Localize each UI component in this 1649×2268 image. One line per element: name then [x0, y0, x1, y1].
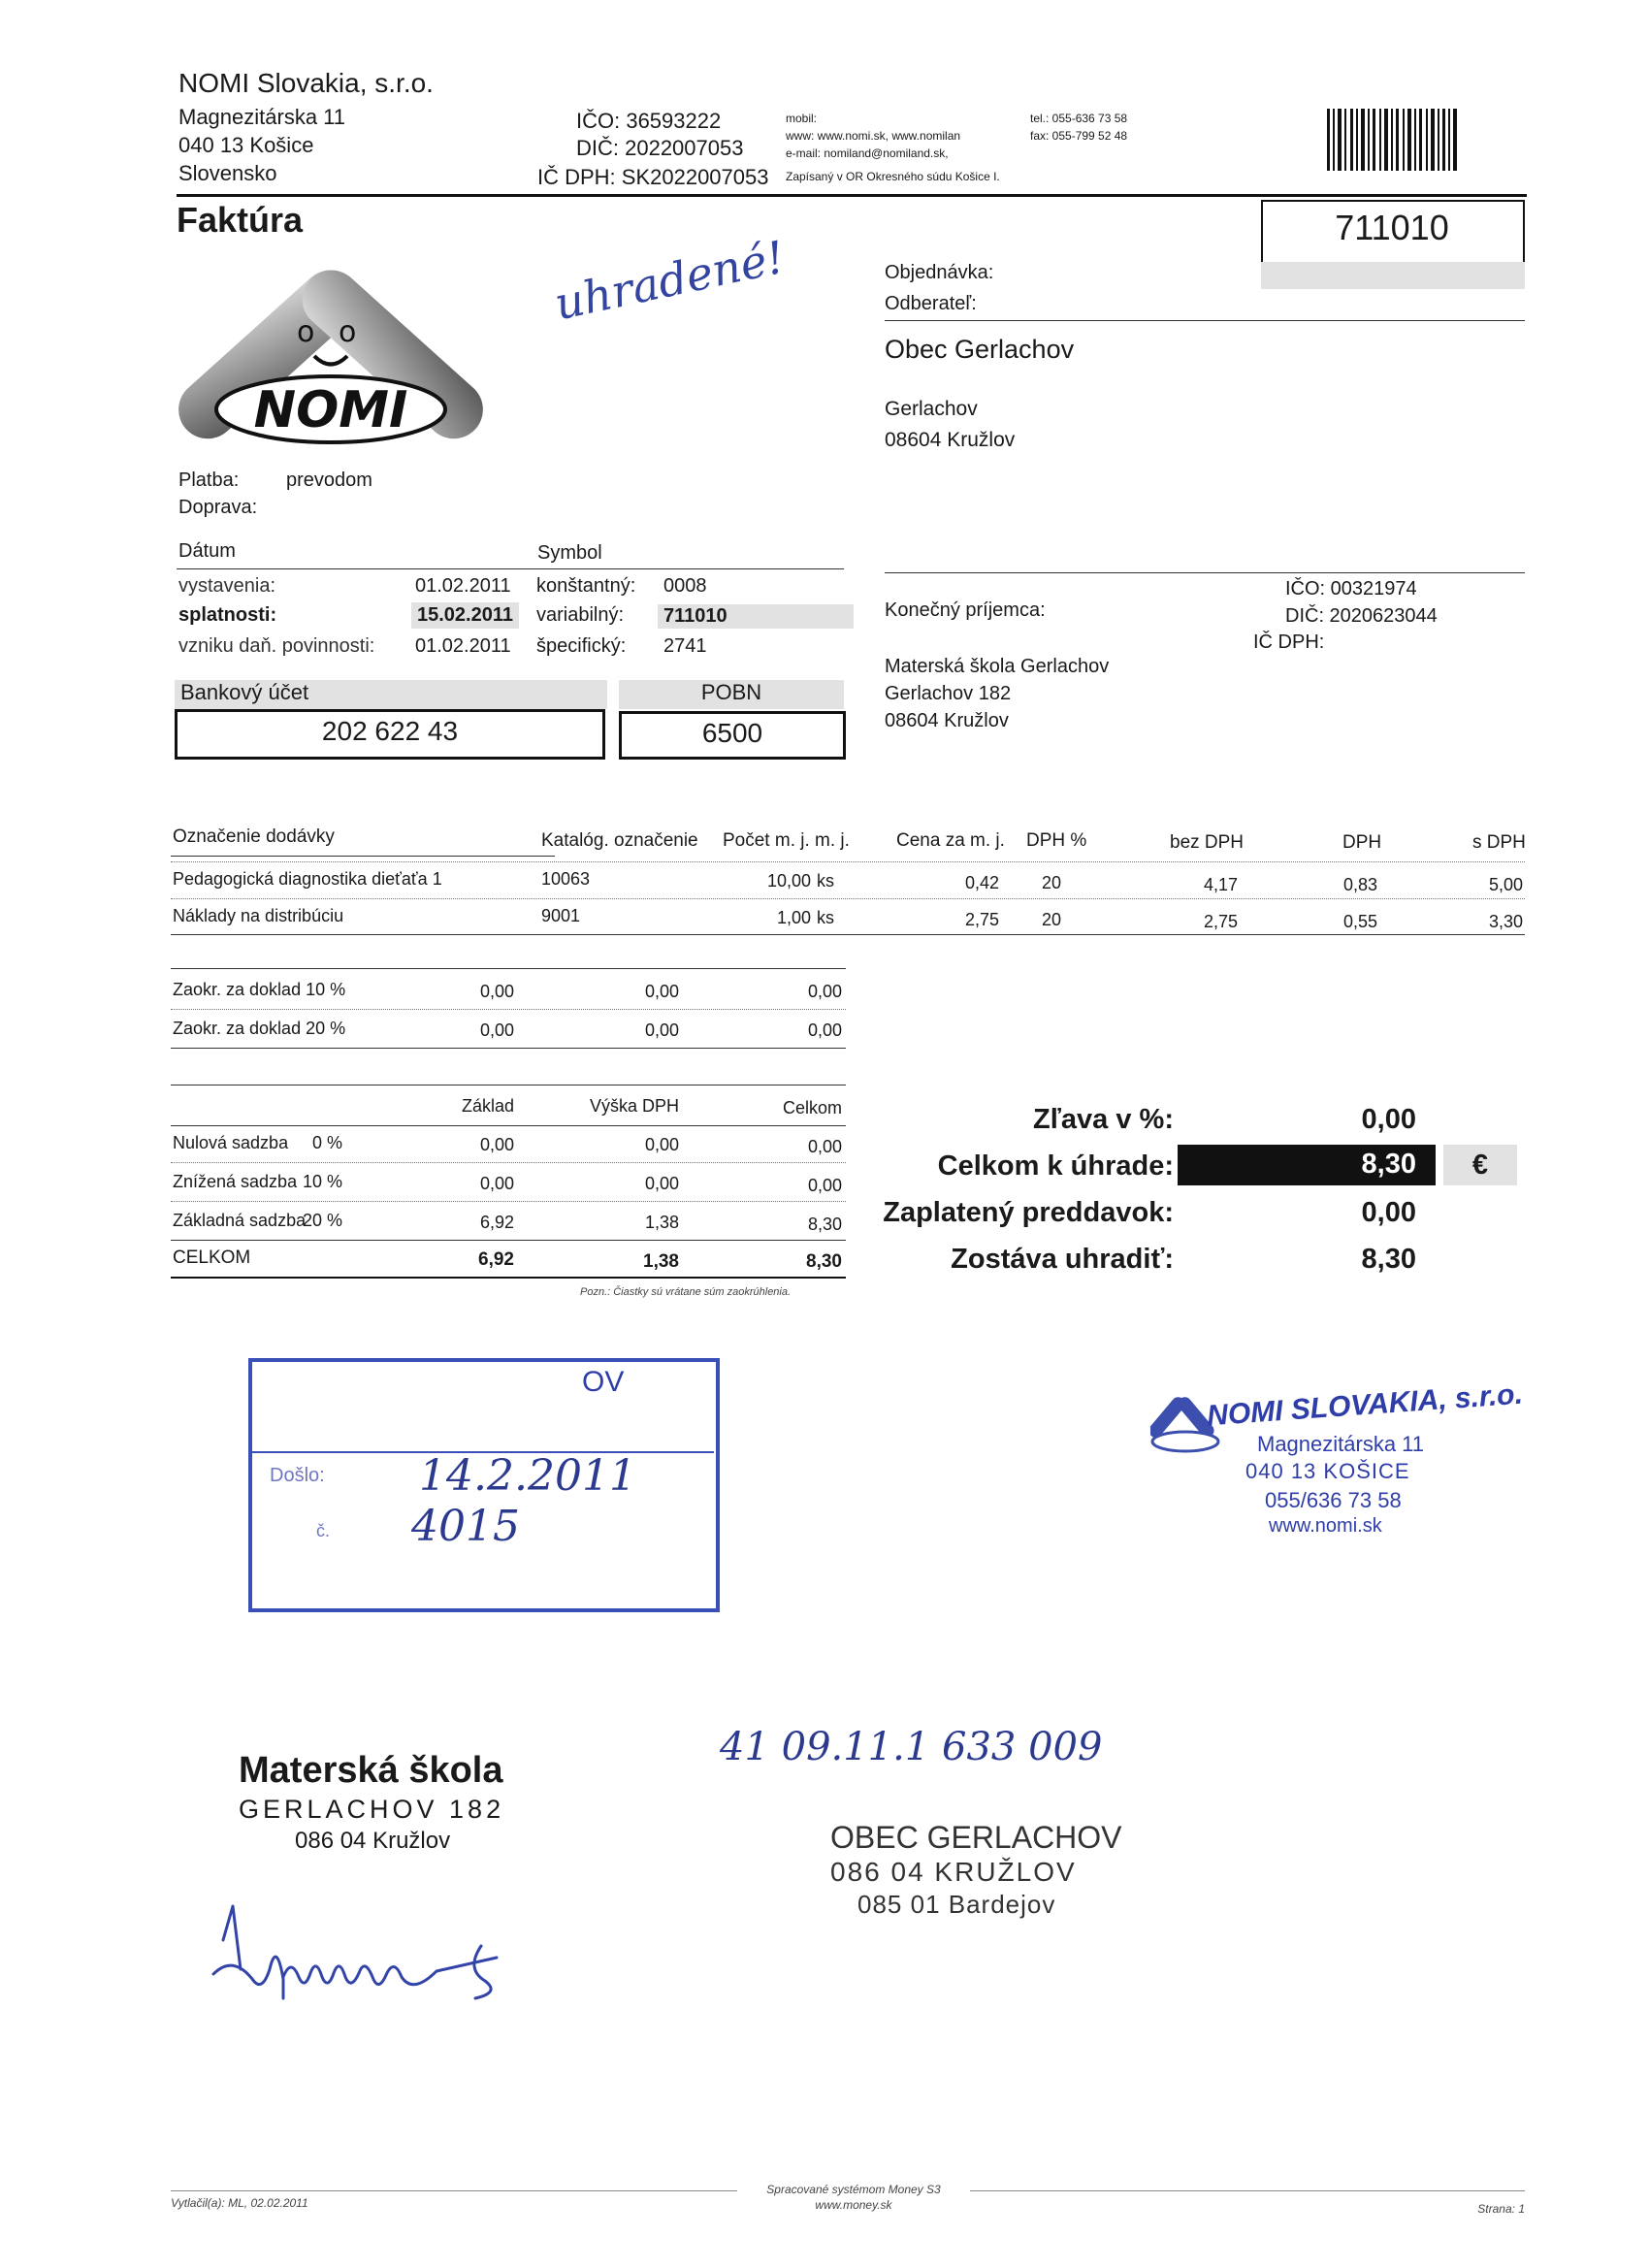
currency: € — [1443, 1145, 1517, 1185]
remaining-value: 8,30 — [1361, 1244, 1416, 1275]
supplier-register: Zapísaný v OR Okresného súdu Košice I. — [786, 170, 1000, 183]
bank-account: 202 622 43 — [321, 716, 459, 746]
item-1-unit: ks — [817, 871, 834, 891]
item-1-vat: 0,83 — [1342, 875, 1377, 894]
received-stamp-top: OV — [582, 1366, 625, 1398]
items-col-name: Označenie dodávky — [173, 826, 335, 847]
logo-text: NOMI — [253, 381, 408, 439]
school-stamp-line1: Materská škola — [239, 1750, 503, 1791]
bank-code-label: POBN — [619, 680, 844, 709]
item-2-unit: ks — [817, 908, 834, 927]
odberatel-label: Odberateľ: — [885, 293, 977, 314]
items-col-gross: s DPH — [1472, 832, 1526, 853]
rounding-1-c: 0,00 — [807, 982, 842, 1001]
date-value-issue: 01.02.2011 — [415, 575, 511, 597]
item-2-gross: 3,30 — [1488, 912, 1523, 931]
nomi-stamp-web: www.nomi.sk — [1269, 1515, 1382, 1537]
rounding-bottom-rule — [171, 1048, 846, 1049]
vat-header-rule — [171, 1125, 846, 1126]
symbols-header: Symbol — [537, 542, 602, 564]
items-col-qty: Počet m. j. m. j. — [723, 830, 850, 851]
topay-value: 8,30 — [1361, 1149, 1416, 1180]
vat-row-1-label: Nulová sadzba — [173, 1133, 289, 1152]
rounding-1-label: Zaokr. za doklad 10 % — [173, 980, 346, 999]
objednavka-label: Objednávka: — [885, 262, 994, 283]
supplier-ico: IČO: 36593222 — [576, 109, 722, 133]
items-col-price: Cena za m. j. — [896, 830, 1005, 851]
customer-line1: Gerlachov — [885, 398, 978, 420]
vat-row-2-rate: 10 % — [303, 1172, 343, 1191]
supplier-www: www: www.nomi.sk, www.nomilan — [786, 129, 961, 143]
recipient-name: Materská škola Gerlachov — [885, 656, 1110, 677]
vat-total-base: 6,92 — [478, 1249, 514, 1270]
rounding-2-a: 0,00 — [479, 1021, 514, 1040]
symbol-value-const: 0008 — [663, 575, 707, 597]
supplier-name: NOMI Slovakia, s.r.o. — [178, 68, 434, 98]
customer-rule — [885, 320, 1525, 321]
symbol-value-var: 711010 — [658, 604, 854, 629]
date-value-due: 15.02.2011 — [411, 602, 519, 629]
nomi-stamp-phone: 055/636 73 58 — [1265, 1488, 1402, 1512]
signature — [194, 1901, 524, 2008]
received-num-label: č. — [316, 1521, 331, 1540]
supplier-mobil: mobil: — [786, 112, 818, 125]
school-stamp-line2: GERLACHOV 182 — [239, 1795, 505, 1824]
rounding-dots — [171, 1009, 846, 1010]
supplier-street: Magnezitárska 11 — [178, 105, 346, 129]
received-date: 14.2.2011 — [419, 1451, 636, 1501]
recipient-city: 08604 Kružlov — [885, 710, 1009, 731]
vat-col-vat: Výška DPH — [589, 1096, 679, 1116]
items-col-vat: DPH — [1342, 832, 1382, 853]
discount-value: 0,00 — [1361, 1104, 1416, 1135]
vat-row-3-rate: 20 % — [303, 1211, 343, 1230]
vat-note: Pozn.: Čiastky sú vrátane súm zaokrúhlenia. — [580, 1286, 792, 1298]
item-1-dots — [171, 898, 1525, 899]
supplier-email: e-mail: nomiland@nomiland.sk, — [786, 146, 949, 160]
vat-dots-2 — [171, 1201, 846, 1202]
svg-text:o: o — [297, 315, 315, 349]
handwritten-paid-note: uhradené! — [550, 230, 790, 331]
item-1-vatpct: 20 — [1042, 873, 1062, 892]
vat-row-3-vat: 1,38 — [644, 1213, 679, 1232]
bank-code: 6500 — [701, 718, 763, 748]
rounding-1-b: 0,00 — [644, 982, 679, 1001]
rounding-1-a: 0,00 — [479, 982, 514, 1001]
rounding-2-b: 0,00 — [644, 1021, 679, 1040]
remaining-label: Zostáva uhradiť: — [951, 1244, 1174, 1275]
invoice-number-shade — [1261, 262, 1525, 289]
dates-header: Dátum — [178, 540, 236, 562]
vat-row-3-label: Základná sadzba — [173, 1211, 307, 1230]
items-bottom-rule — [171, 934, 1525, 935]
vat-row-2-vat: 0,00 — [644, 1174, 679, 1193]
barcode — [1327, 109, 1459, 171]
advance-label: Zaplatený preddavok: — [883, 1197, 1174, 1228]
footer-system: Spracované systémom Money S3 — [737, 2183, 970, 2196]
obec-stamp-line3: 085 01 Bardejov — [857, 1890, 1056, 1919]
recipient-dic: DIČ: 2020623044 — [1285, 605, 1438, 627]
date-label-issue: vystavenia: — [178, 575, 276, 597]
recipient-street: Gerlachov 182 — [885, 683, 1012, 704]
vat-row-2-label: Znížená sadzba — [173, 1172, 298, 1191]
item-1-catalog: 10063 — [541, 869, 591, 889]
svg-text:o: o — [339, 315, 357, 349]
item-2-qty: 1,00 — [776, 908, 811, 927]
symbol-label-const: konštantný: — [536, 575, 636, 597]
footer-web: www.money.sk — [815, 2198, 892, 2212]
received-stamp-label: Došlo: — [270, 1465, 325, 1486]
vat-row-2-base: 0,00 — [479, 1174, 514, 1193]
item-2-net: 2,75 — [1203, 912, 1238, 931]
footer-printed: Vytlačil(a): ML, 02.02.2011 — [171, 2196, 308, 2210]
item-1-gross: 5,00 — [1488, 875, 1523, 894]
item-2-vatpct: 20 — [1042, 910, 1062, 929]
supplier-tel: tel.: 055-636 73 58 — [1030, 112, 1128, 125]
bank-tick — [175, 757, 198, 759]
school-stamp-line3: 086 04 Kružlov — [295, 1828, 451, 1854]
dates-rule — [177, 568, 844, 569]
obec-stamp-line2: 086 04 KRUŽLOV — [830, 1857, 1077, 1887]
vat-total-total: 8,30 — [806, 1251, 842, 1272]
items-header-dots — [171, 861, 1525, 862]
invoice-number: 711010 — [1335, 208, 1449, 247]
supplier-city: 040 13 Košice — [178, 133, 314, 157]
vat-dots-1 — [171, 1162, 846, 1163]
doprava-label: Doprava: — [178, 497, 258, 518]
recipient-ico: IČO: 00321974 — [1285, 578, 1417, 599]
symbol-value-spec: 2741 — [663, 635, 707, 657]
vat-col-base: Základ — [461, 1096, 514, 1116]
item-2-catalog: 9001 — [541, 906, 581, 925]
rounding-top-rule — [171, 968, 846, 969]
item-1-net: 4,17 — [1203, 875, 1238, 894]
vat-row-1-vat: 0,00 — [644, 1135, 679, 1154]
recipient-icdph: IČ DPH: — [1253, 632, 1325, 653]
vat-row-3-total: 8,30 — [807, 1215, 842, 1234]
platba-label: Platba: — [178, 470, 240, 491]
handwritten-code: 41 09.11.1 633 009 — [720, 1725, 1103, 1769]
item-1-name: Pedagogická diagnostika dieťaťa 1 — [173, 869, 442, 889]
item-2-name: Náklady na distribúciu — [173, 906, 344, 925]
supplier-dic: DIČ: 2022007053 — [576, 136, 744, 160]
items-col-vatpct: DPH % — [1026, 830, 1087, 851]
item-1-qty: 10,00 — [766, 871, 811, 891]
item-2-price: 2,75 — [964, 910, 999, 929]
symbol-label-spec: špecifický: — [536, 635, 627, 657]
rounding-2-c: 0,00 — [807, 1021, 842, 1040]
customer-line2: 08604 Kružlov — [885, 429, 1016, 451]
customer-name: Obec Gerlachov — [885, 335, 1075, 364]
received-number: 4015 — [411, 1502, 520, 1551]
date-label-due: splatnosti: — [178, 604, 277, 626]
vat-row-2-total: 0,00 — [807, 1176, 842, 1195]
date-label-tax: vzniku daň. povinnosti: — [178, 635, 375, 657]
vat-total-rule — [171, 1240, 846, 1241]
nomi-stamp-city: 040 13 KOŠICE — [1245, 1459, 1410, 1483]
nomi-stamp-name: NOMI SLOVAKIA, s.r.o. — [1206, 1377, 1524, 1433]
items-col-catalog: Katalóg. označenie — [541, 830, 698, 851]
platba-value: prevodom — [286, 470, 372, 491]
rounding-2-label: Zaokr. za doklad 20 % — [173, 1019, 346, 1038]
advance-value: 0,00 — [1361, 1197, 1416, 1228]
item-2-vat: 0,55 — [1342, 912, 1377, 931]
nomi-logo — [171, 254, 491, 453]
discount-label: Zľava v %: — [1033, 1104, 1174, 1135]
header-rule — [177, 194, 1527, 197]
recipient-rule — [885, 572, 1525, 573]
vat-col-total: Celkom — [782, 1098, 842, 1118]
supplier-country: Slovensko — [178, 161, 277, 185]
topay-label: Celkom k úhrade: — [937, 1150, 1174, 1182]
items-header-rule — [171, 856, 555, 857]
footer-page: Strana: 1 — [1477, 2202, 1525, 2216]
vat-total-vat: 1,38 — [643, 1251, 679, 1272]
vat-total-label: CELKOM — [173, 1247, 251, 1268]
recipient-label: Konečný príjemca: — [885, 599, 1046, 621]
vat-row-1-total: 0,00 — [807, 1137, 842, 1156]
nomi-stamp-street: Magnezitárska 11 — [1257, 1432, 1425, 1456]
obec-stamp-line1: OBEC GERLACHOV — [830, 1820, 1122, 1855]
doc-title: Faktúra — [177, 200, 304, 240]
supplier-icdph: IČ DPH: SK2022007053 — [537, 165, 769, 189]
bank-label: Bankový účet — [175, 680, 607, 709]
vat-row-1-rate: 0 % — [312, 1133, 343, 1152]
vat-row-3-base: 6,92 — [479, 1213, 514, 1232]
date-value-tax: 01.02.2011 — [415, 635, 511, 657]
items-col-net: bez DPH — [1170, 832, 1245, 853]
symbol-label-var: variabilný: — [536, 604, 625, 626]
supplier-fax: fax: 055-799 52 48 — [1030, 129, 1128, 143]
item-1-price: 0,42 — [964, 873, 999, 892]
vat-bottom-rule — [171, 1277, 846, 1279]
vat-row-1-base: 0,00 — [479, 1135, 514, 1154]
